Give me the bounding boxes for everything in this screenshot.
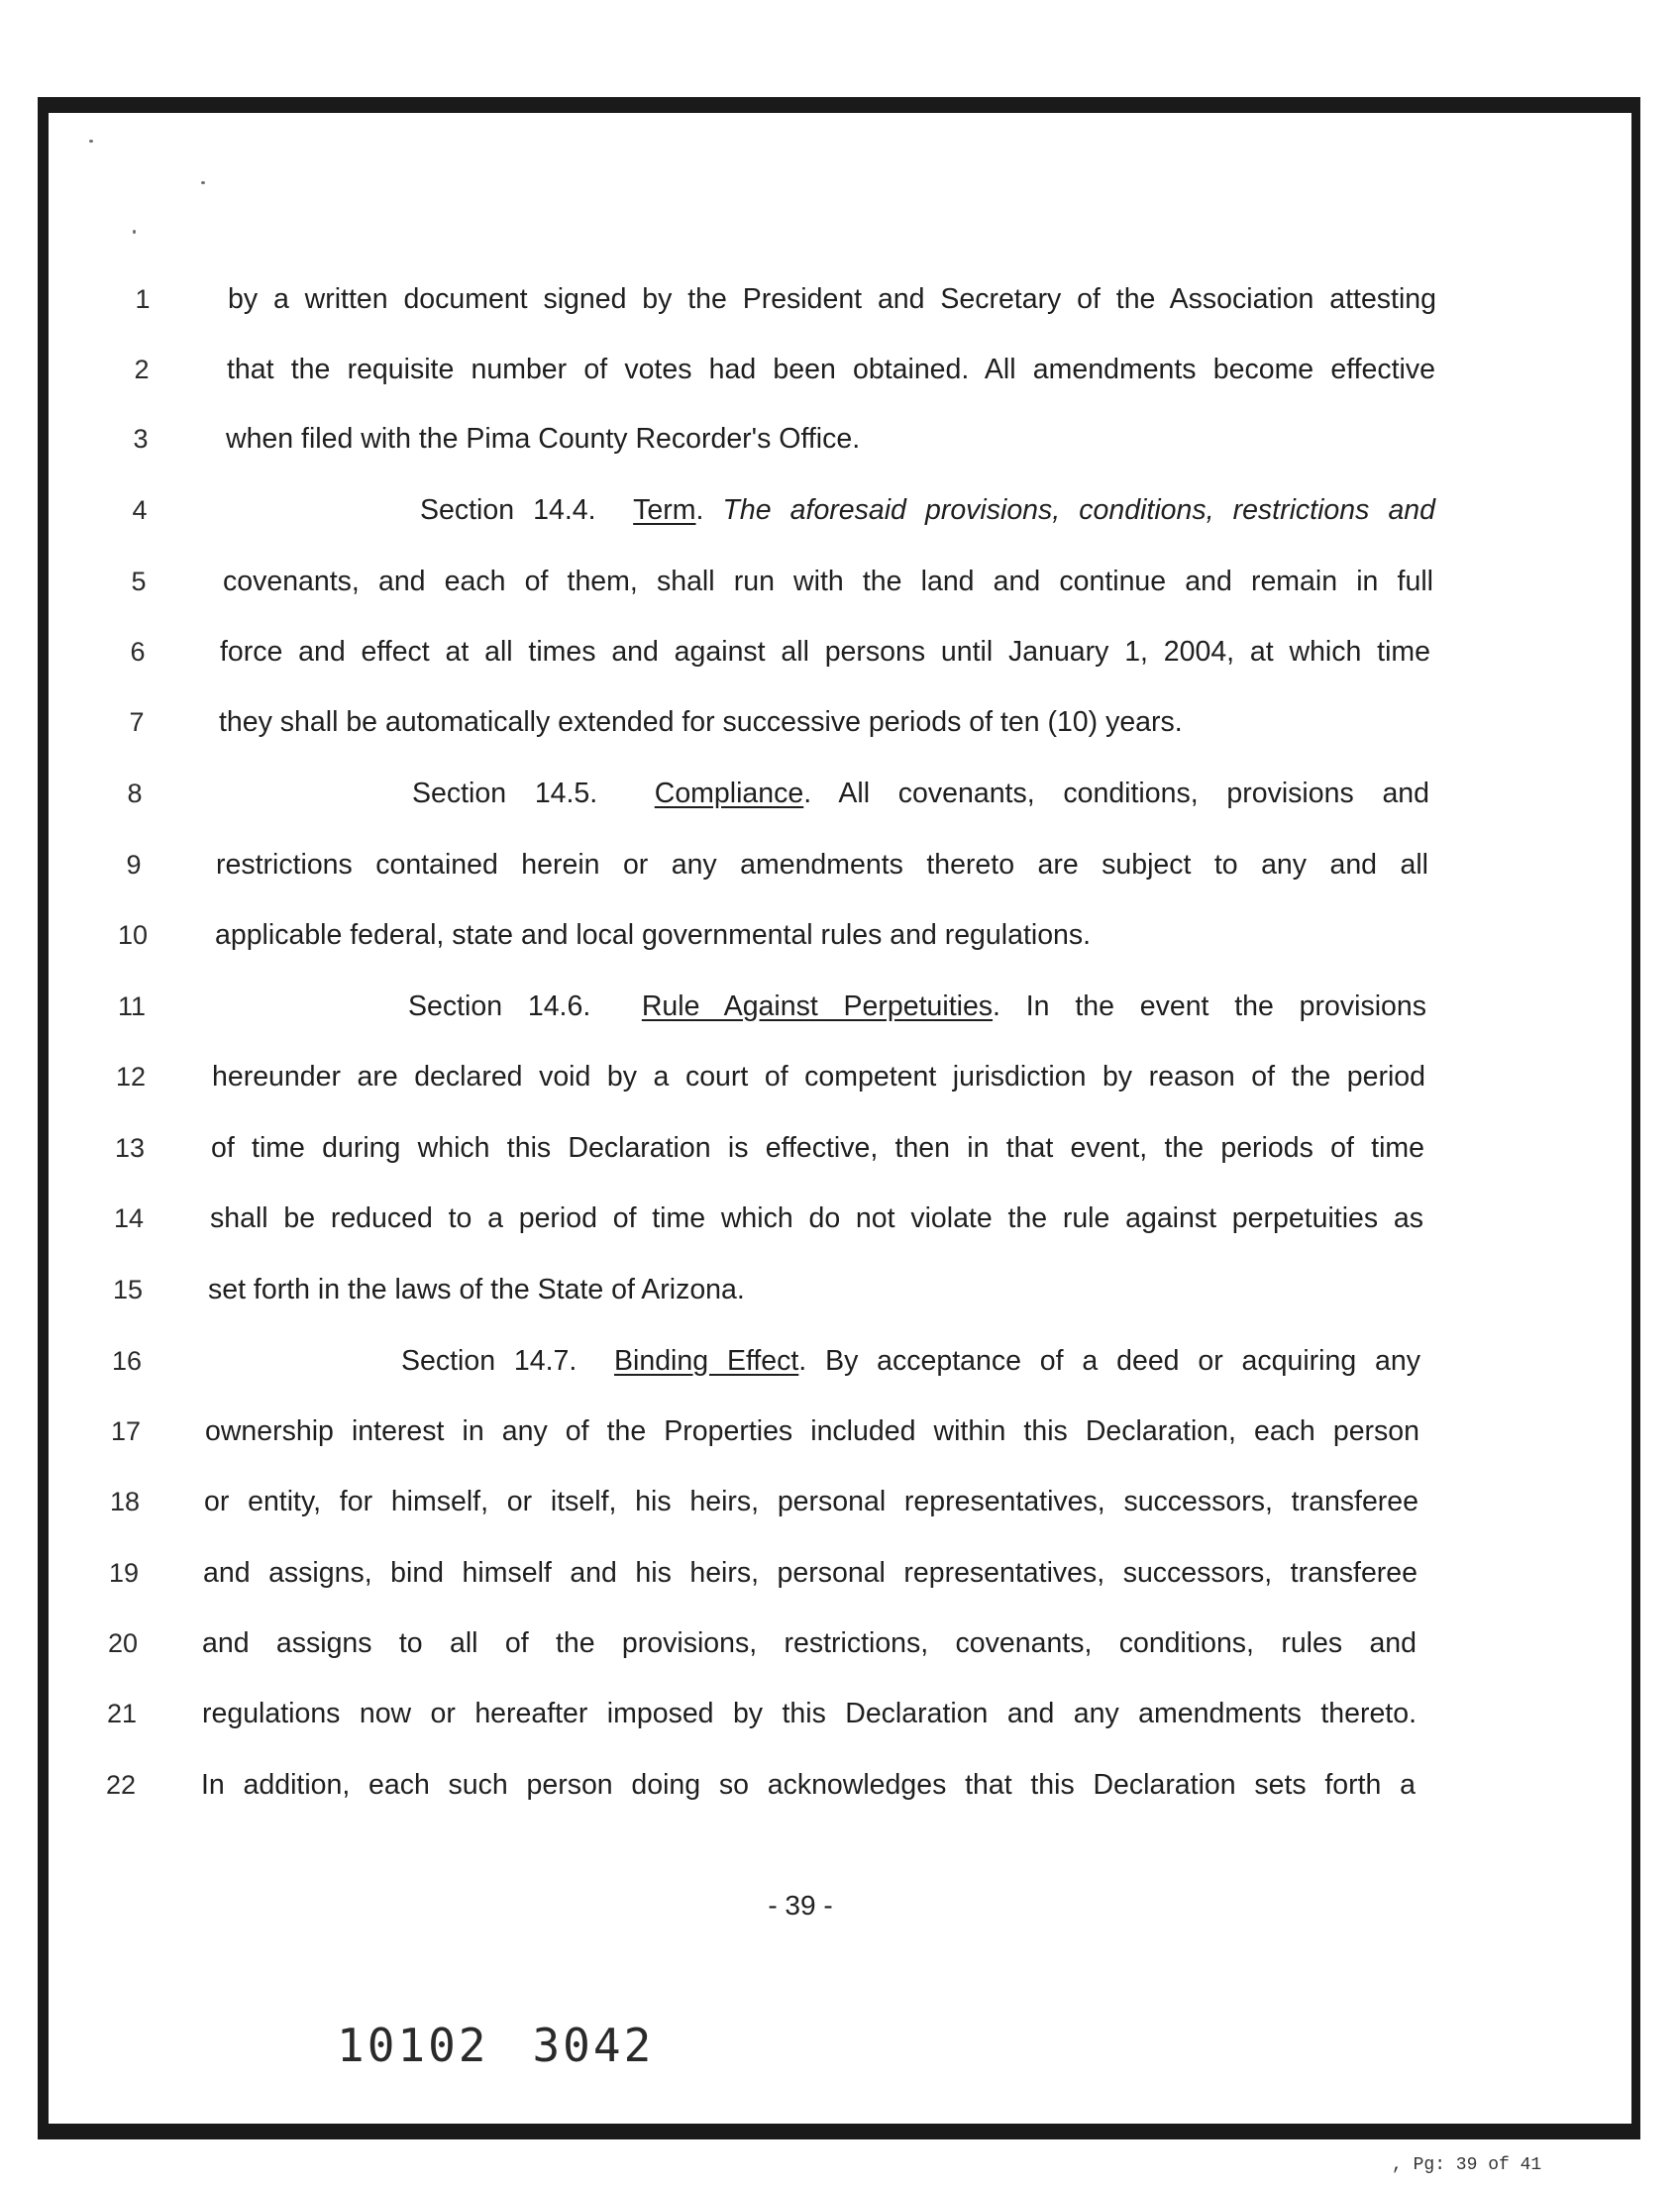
section-text: In the event the provisions — [999, 990, 1426, 1022]
section-number: Section 14.6. — [408, 990, 591, 1022]
line-5 — [0, 564, 1680, 613]
section-heading: Compliance — [654, 778, 804, 809]
line-text — [213, 989, 1426, 1024]
line-text: hereunder are declared void by a court of competent jurisdiction by reason of the period — [212, 1061, 1425, 1093]
line-7 — [0, 704, 1680, 754]
line-9 — [0, 847, 1680, 896]
page-number: - 39 - — [768, 1890, 833, 1921]
line-text — [225, 492, 1435, 528]
page-stamp: , Pg: 39 of 41 — [1392, 2155, 1542, 2175]
line-10 — [0, 917, 1680, 967]
line-number: 20 — [107, 1628, 139, 1658]
line-14 — [0, 1200, 1680, 1250]
heading-period: . — [695, 494, 704, 526]
line-21 — [0, 1696, 1680, 1745]
section-heading: Rule Against Perpetuities — [641, 990, 994, 1022]
line-number: 12 — [115, 1062, 147, 1092]
line-text: and assigns to all of the provisions, restrictions, covenants, conditions, rules and — [202, 1627, 1417, 1659]
line-text: when filed with the Pima County Recorder's Office. — [226, 423, 861, 455]
line-number: 10 — [117, 920, 149, 950]
line-3 — [0, 421, 1680, 470]
line-16 — [0, 1343, 1680, 1393]
line-8 — [0, 776, 1680, 825]
line-text: they shall be automatically extended for successive periods of ten (10) years. — [219, 706, 1183, 738]
line-15 — [0, 1272, 1680, 1321]
line-text: force and effect at all times and against all persons until January 1, 2004, at which time — [220, 636, 1430, 668]
line-4 — [0, 492, 1680, 542]
line-text: In addition, each such person doing so acknowledges that this Declaration sets forth a — [201, 1769, 1416, 1801]
section-heading: Binding Effect — [614, 1345, 799, 1377]
line-text: by a written document signed by the President and Secretary of the Association attesting — [228, 283, 1436, 315]
section-number: Section 14.4. — [420, 494, 596, 526]
line-text — [217, 776, 1429, 811]
line-20 — [0, 1625, 1680, 1675]
line-number: 4 — [132, 495, 148, 525]
line-number: 17 — [110, 1416, 142, 1446]
scan-speck — [201, 181, 205, 184]
line-text: restrictions contained herein or any amendments thereto are subject to any and all — [216, 849, 1428, 881]
scan-speck — [133, 230, 136, 234]
scan-speck — [89, 140, 93, 143]
line-number: 1 — [135, 284, 151, 314]
line-11 — [0, 989, 1680, 1038]
line-text: ownership interest in any of the Properties included within this Declaration, each person — [205, 1415, 1419, 1447]
line-number: 19 — [108, 1558, 140, 1588]
line-number: 11 — [117, 991, 147, 1021]
line-6 — [0, 634, 1680, 683]
section-text: By acceptance of a deed or acquiring any — [806, 1345, 1421, 1377]
line-2 — [0, 352, 1680, 401]
line-19 — [0, 1555, 1680, 1605]
line-text: covenants, and each of them, shall run with the land and continue and remain in full — [223, 566, 1433, 597]
line-number: 6 — [130, 637, 146, 667]
page-frame — [38, 97, 1640, 2139]
line-text: and assigns, bind himself and his heirs, personal representatives, successors, transferee — [203, 1557, 1418, 1589]
line-text: of time during which this Declaration is effective, then in that event, the periods of time — [211, 1132, 1424, 1164]
section-heading: Term — [633, 494, 696, 526]
line-text — [206, 1343, 1420, 1379]
line-number: 21 — [106, 1699, 138, 1728]
line-number: 14 — [113, 1203, 145, 1233]
line-17 — [0, 1413, 1680, 1463]
line-number: 8 — [127, 779, 143, 808]
line-13 — [0, 1130, 1680, 1180]
heading-period: . — [798, 1345, 807, 1377]
section-text: All covenants, conditions, provisions and — [811, 778, 1430, 809]
line-text: regulations now or hereafter imposed by this Declaration and any amendments thereto. — [202, 1698, 1417, 1729]
line-18 — [0, 1484, 1680, 1533]
line-number: 13 — [114, 1133, 146, 1163]
line-number: 5 — [131, 567, 147, 596]
line-text: applicable federal, state and local governmental rules and regulations. — [215, 919, 1092, 951]
line-number: 9 — [126, 850, 142, 880]
line-number: 18 — [109, 1487, 141, 1516]
line-text: or entity, for himself, or itself, his heirs, personal representatives, successors, transferee — [204, 1486, 1418, 1517]
line-22 — [0, 1767, 1680, 1817]
recording-number — [337, 2019, 654, 2072]
line-number: 22 — [105, 1770, 137, 1800]
recording-book: 10102 — [337, 2019, 489, 2072]
line-number: 15 — [112, 1275, 144, 1304]
section-number: Section 14.7. — [401, 1345, 578, 1377]
section-text: The aforesaid provisions, conditions, restrictions and — [703, 494, 1435, 526]
line-number: 3 — [133, 424, 149, 454]
section-number: Section 14.5. — [412, 778, 598, 809]
line-number: 16 — [111, 1346, 143, 1376]
line-1 — [0, 281, 1680, 331]
line-text: that the requisite number of votes had been obtained. All amendments become effective — [227, 354, 1435, 385]
line-12 — [0, 1059, 1680, 1108]
line-text: set forth in the laws of the State of Arizona. — [208, 1274, 745, 1305]
line-number: 7 — [129, 707, 145, 737]
recording-page: 3042 — [532, 2019, 655, 2072]
line-text: shall be reduced to a period of time which do not violate the rule against perpetuities as — [210, 1202, 1423, 1234]
line-number: 2 — [134, 355, 150, 384]
heading-period: . — [993, 990, 1000, 1022]
heading-period: . — [803, 778, 812, 809]
